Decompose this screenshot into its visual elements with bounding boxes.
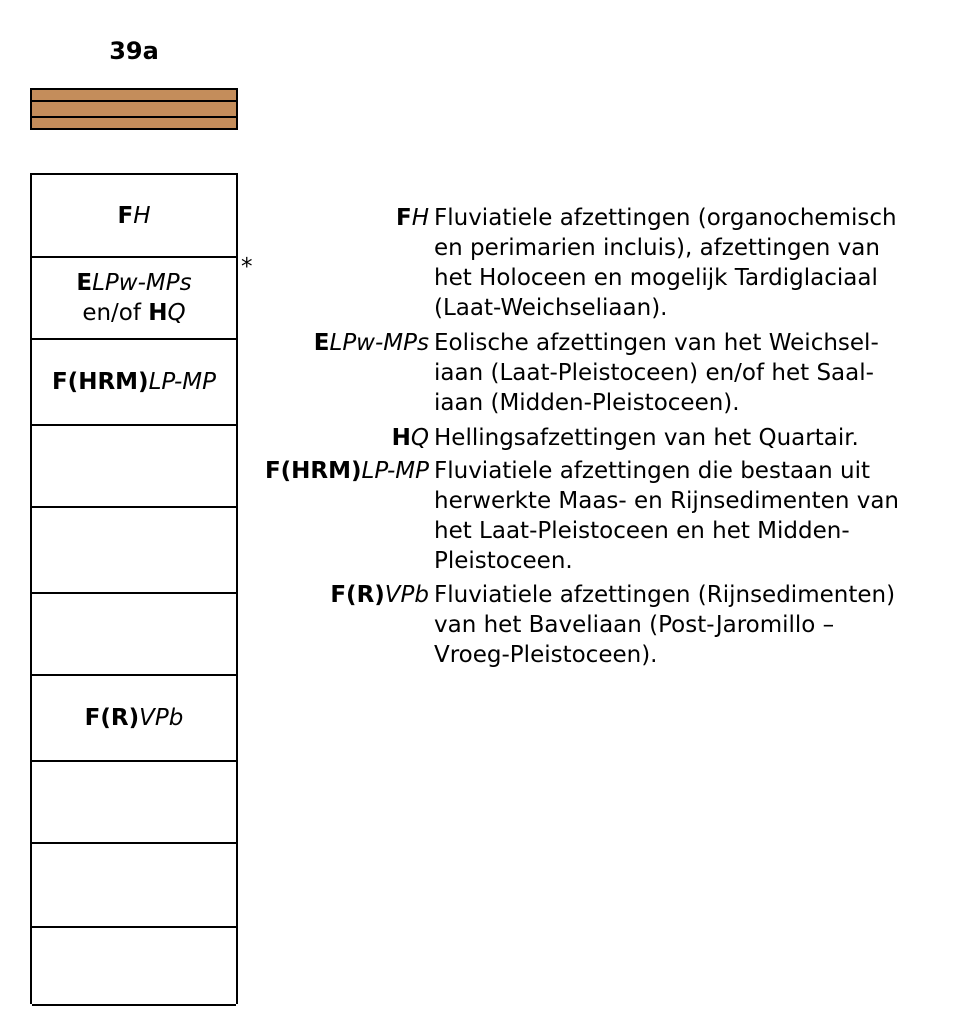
- column-cell-empty: [32, 928, 236, 1006]
- unit-age: VPb: [139, 705, 184, 731]
- legend-line: herwerkte Maas- en Rijnsedimenten van: [434, 488, 899, 514]
- unit-code: F(R): [84, 705, 140, 731]
- legend-age: LPw-MPs: [329, 330, 429, 356]
- column-cell-empty: [32, 426, 236, 508]
- legend-line: Fluviatiele afzettingen (organochemisch: [434, 205, 897, 231]
- legend-line: iaan (Laat-Pleistoceen) en/of het Saal-: [434, 360, 874, 386]
- legend-code: H: [391, 425, 411, 451]
- legend-code: F: [395, 205, 412, 231]
- legend-desc-elpw: [434, 328, 879, 418]
- legend-desc-frvpb: [434, 580, 895, 670]
- legend-desc-fh: [434, 203, 897, 323]
- column-cell-fhrm: [32, 340, 236, 426]
- absence-marker: *: [241, 254, 253, 280]
- unit-code: F: [117, 202, 134, 229]
- unit-code: F(HRM): [51, 369, 149, 395]
- legend-line: (Laat-Weichseliaan).: [434, 295, 668, 321]
- legend-code: F(HRM): [264, 458, 362, 484]
- legend-line: Hellingsafzettingen van het Quartair.: [434, 425, 859, 451]
- column-cell-empty: [32, 844, 236, 928]
- legend-desc-hq: [434, 423, 859, 453]
- column-title: 39a: [109, 37, 159, 65]
- column-cell-empty: [32, 508, 236, 594]
- legend-line: iaan (Midden-Pleistoceen).: [434, 390, 740, 416]
- legend-line: het Holoceen en mogelijk Tardiglaciaal: [434, 265, 878, 291]
- unit-code: E: [76, 270, 93, 296]
- layer-divider: [32, 100, 236, 102]
- legend-age: VPb: [384, 582, 429, 608]
- legend-age: H: [411, 205, 429, 231]
- legend-line: en perimarien incluis), afzettingen van: [434, 235, 880, 261]
- legend-line: Vroeg-Pleistoceen).: [434, 642, 658, 668]
- column-cell-fh: [32, 175, 236, 258]
- legend-line: Pleistoceen.: [434, 548, 573, 574]
- legend-line: het Laat-Pleistoceen en het Midden-: [434, 518, 850, 544]
- unit-age: Q: [167, 300, 186, 326]
- unit-age: LP-MP: [148, 369, 217, 395]
- layer-divider: [32, 116, 236, 118]
- legend-desc-fhrm: [434, 456, 899, 576]
- unit-code: H: [148, 300, 168, 326]
- legend-age: Q: [410, 425, 429, 451]
- column-cell-elpw: [32, 258, 236, 340]
- legend-line: Fluviatiele afzettingen (Rijnsedimenten): [434, 582, 896, 608]
- unit-age: H: [133, 202, 151, 229]
- connector-text: en/of: [82, 300, 149, 326]
- column-cell-frvpb: [32, 676, 236, 762]
- stratigraphic-column: [30, 173, 238, 1004]
- legend-age: LP-MP: [361, 458, 429, 484]
- legend-line: van het Baveliaan (Post-Jaromillo –: [434, 612, 835, 638]
- legend-line: Fluviatiele afzettingen die bestaan uit: [434, 458, 871, 484]
- column-cell-empty: [32, 762, 236, 844]
- legend-code: F(R): [330, 582, 385, 608]
- legend-line: Eolische afzettingen van het Weichsel-: [434, 330, 879, 356]
- unit-age: LPw-MPs: [92, 270, 192, 296]
- legend-code: E: [313, 330, 330, 356]
- top-layer-box: [30, 88, 238, 130]
- column-cell-empty: [32, 594, 236, 676]
